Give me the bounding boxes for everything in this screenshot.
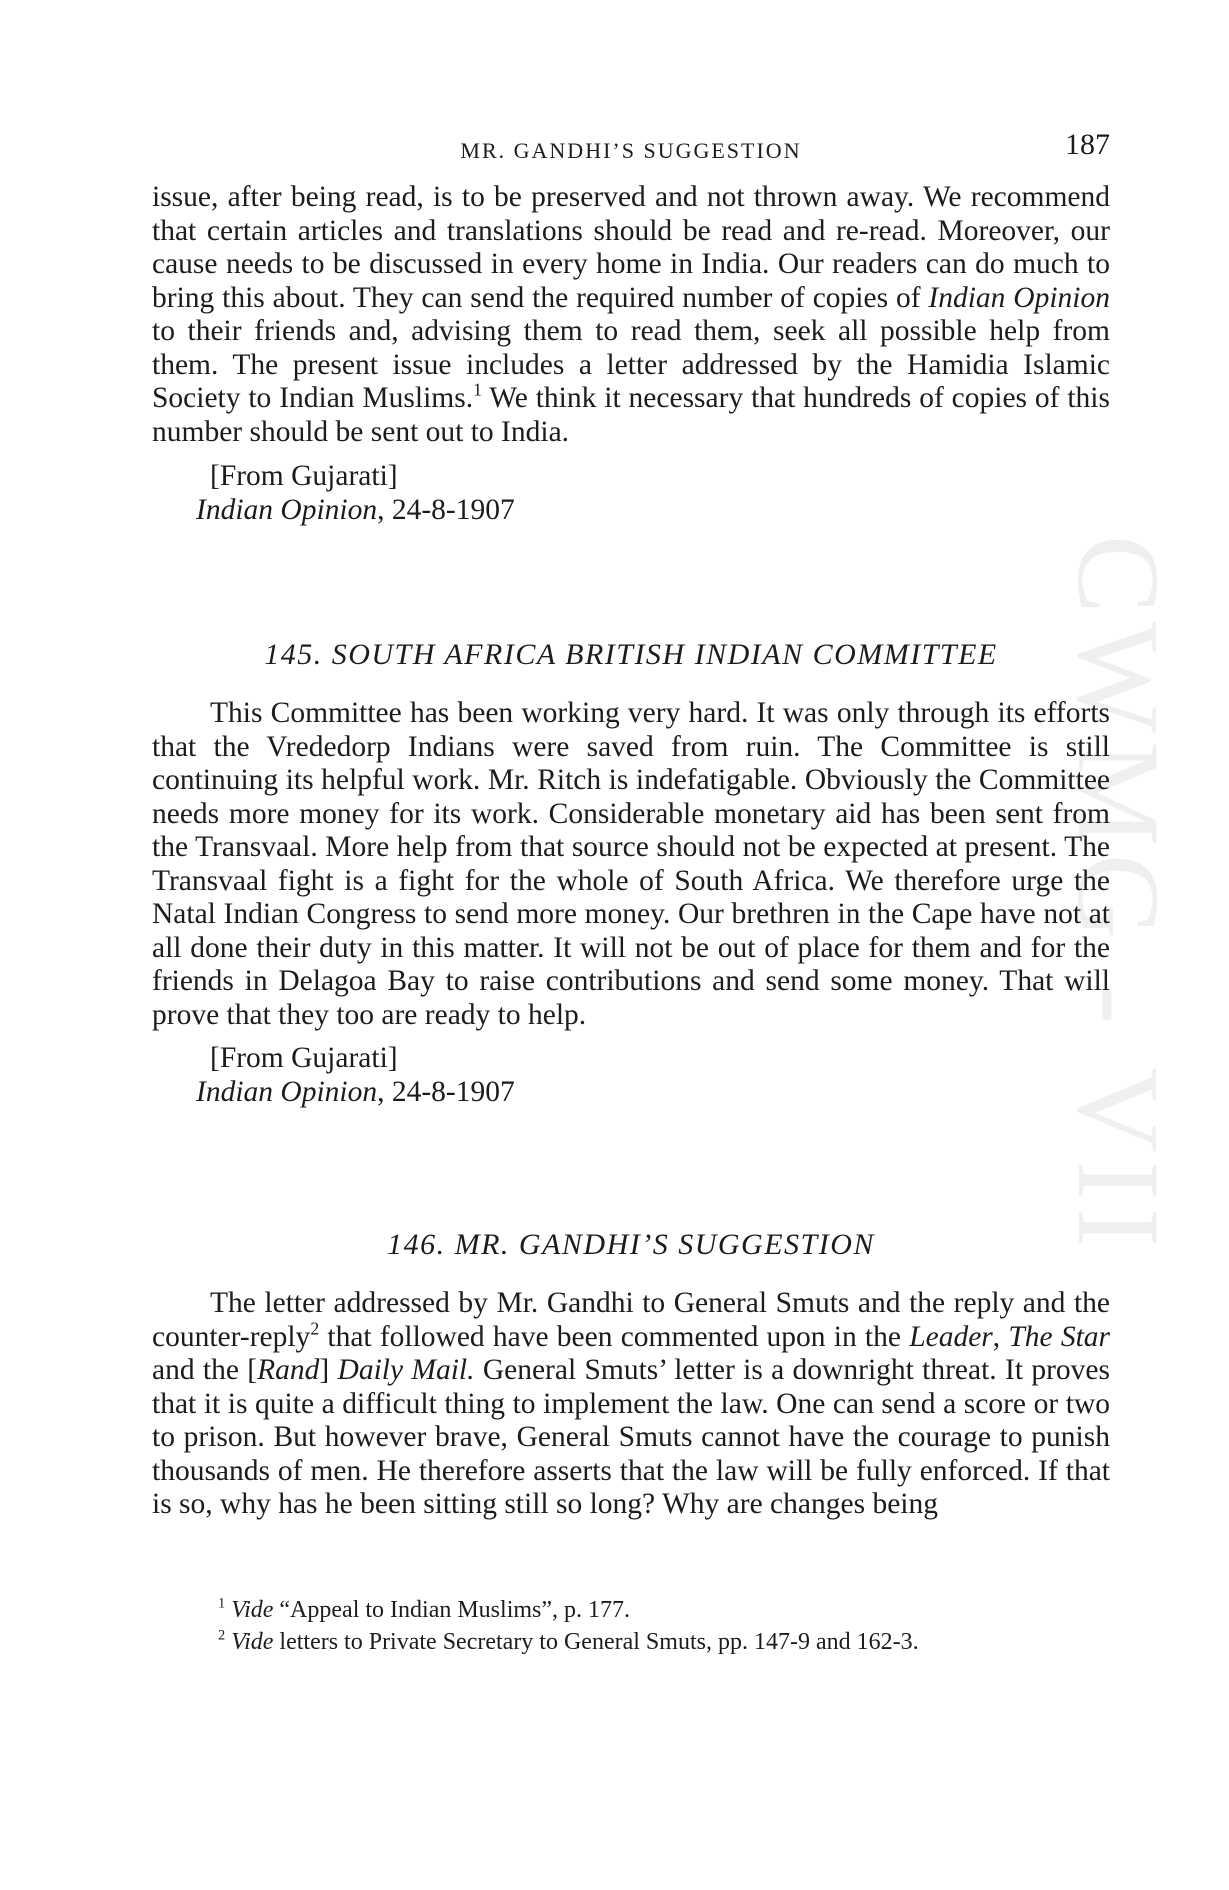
s146-leader: Leader bbox=[909, 1320, 993, 1353]
citation-date: , 24-8-1907 bbox=[377, 1075, 515, 1108]
footnote-vide: Vide bbox=[231, 1597, 274, 1623]
footnote-ref-2: 2 bbox=[310, 1318, 320, 1338]
section-146-title: 146. MR. GANDHI’S SUGGESTION bbox=[387, 1228, 875, 1261]
top-paragraph bbox=[152, 181, 1110, 449]
section-145 bbox=[152, 638, 1110, 672]
s146-daily-mail: Daily Mail. bbox=[337, 1354, 475, 1386]
s146-rand: Rand bbox=[257, 1354, 320, 1386]
s146-star: The Star bbox=[1008, 1320, 1111, 1353]
section-146-text bbox=[152, 1287, 1110, 1522]
footnote-ref-1: 1 bbox=[473, 379, 482, 400]
footnote-1 bbox=[152, 1594, 1110, 1626]
s146-text-a: The letter addressed by Mr. Gandhi to General Smuts and the reply and the counter-reply bbox=[152, 1287, 1110, 1353]
page-number: 187 bbox=[1065, 128, 1110, 161]
section-145-citation bbox=[152, 1076, 1110, 1110]
citation-publication: Indian Opinion bbox=[196, 493, 378, 526]
s146-text-e: ] bbox=[319, 1354, 338, 1386]
watermark: CWMG - VII bbox=[1053, 535, 1184, 1256]
top-paragraph-text-2: to their friends and, advising them to read them, seek all possible help from them. The present issue includes a letter addressed by the Hamidia Islamic Society to Indian Muslims. bbox=[152, 315, 1110, 414]
page-header bbox=[152, 128, 1110, 168]
citation-date: , 24-8-1907 bbox=[377, 493, 515, 526]
top-paragraph-text: issue, after being read, is to be preserved and not thrown away. We recommend that certain articles and translations should be read and re-read. Moreover, our cause needs to be discussed in every home in India. Our readers can do much to bring this about. They can send the required number of copies of bbox=[152, 181, 1110, 314]
section-146-body bbox=[152, 1287, 1110, 1522]
s146-text-c: , bbox=[992, 1320, 1009, 1353]
s146-text-d: and the [ bbox=[152, 1354, 258, 1386]
section-145-body bbox=[152, 697, 1110, 1109]
s146-text-f: General Smuts’ letter is a downright threat. It proves that it is quite a difficult thing to implement the law. One can send a score or two to prison. But however brave, General Smuts cannot have the courage to punish thousands of men. He therefore asserts that the law will be fully enforced. If that is so, why has he been sitting still so long? Why are changes being bbox=[152, 1354, 1110, 1520]
source-note: [From Gujarati] bbox=[210, 460, 398, 492]
top-block bbox=[152, 181, 1110, 527]
footnote-vide: Vide bbox=[231, 1629, 274, 1655]
page bbox=[152, 0, 1110, 1890]
citation-publication: Indian Opinion bbox=[196, 1075, 378, 1108]
footnotes bbox=[152, 1594, 1110, 1658]
section-145-title: 145. SOUTH AFRICA BRITISH INDIAN COMMITTEE bbox=[264, 638, 998, 671]
footnote-text: “Appeal to Indian Muslims”, p. 177. bbox=[273, 1597, 631, 1623]
running-head: MR. GANDHI’S SUGGESTION bbox=[460, 138, 802, 163]
s146-text-b: that followed have been commented upon in the bbox=[319, 1320, 910, 1353]
footnote-2 bbox=[152, 1626, 1110, 1658]
section-145-source: [From Gujarati] bbox=[210, 1042, 398, 1074]
footnote-text: letters to Private Secretary to General Smuts, pp. 147-9 and 162-3. bbox=[273, 1629, 919, 1655]
section-145-text: This Committee has been working very hard. It was only through its efforts that the Vrededorp Indians were saved from ruin. The Committee is still continuing its helpful work. Mr. Ritch is indefatigable. Obviously the Committee needs more money for its work. Considerable monetary aid has been sent from the Transvaal. More help from that source should not be expected at present. The Transvaal fight is a fight for the whole of South Africa. We therefore urge the Natal Indian Congress to send more money. Our brethren in the Cape have not at all done their duty in this matter. It will not be out of place for them and for the friends in Delagoa Bay to raise contributions and send some money. That will prove that they too are ready to help. bbox=[152, 697, 1110, 1031]
top-paragraph-italic: Indian Opinion bbox=[928, 281, 1111, 314]
citation bbox=[152, 494, 1110, 528]
footnote-mark: 1 bbox=[218, 1595, 226, 1612]
section-146 bbox=[152, 1228, 1110, 1262]
top-paragraph-text-3: We think it necessary that hundreds of copies of this number should be sent out to India. bbox=[152, 382, 1110, 448]
footnote-mark: 2 bbox=[218, 1627, 226, 1644]
